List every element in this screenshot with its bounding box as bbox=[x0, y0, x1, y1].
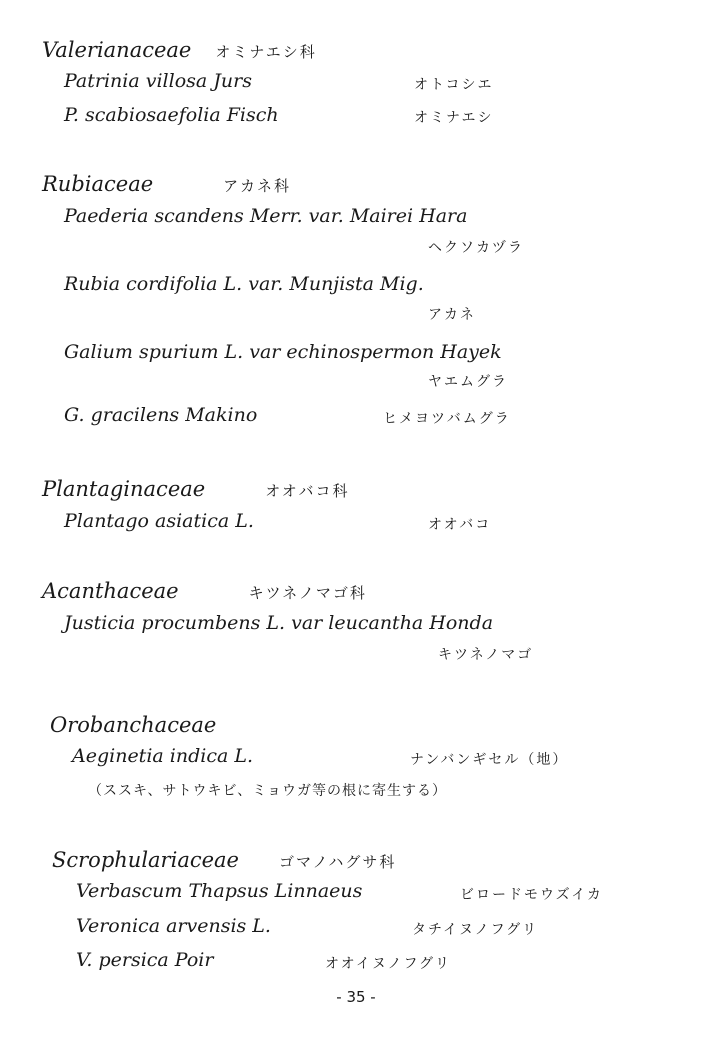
species-name: Veronica arvensis L. bbox=[76, 915, 271, 937]
species-note: （ススキ、サトウキビ、ミョウガ等の根に寄生する） bbox=[88, 783, 448, 799]
family-name: Acanthaceae bbox=[42, 579, 179, 603]
species-name-jp: オオイヌノフグリ bbox=[325, 956, 452, 972]
species-name-jp: ヤエムグラ bbox=[428, 374, 508, 390]
species-name-jp: オトコシエ bbox=[414, 77, 494, 93]
family-heading-valerianaceae bbox=[42, 38, 317, 62]
species-name-jp: アカネ bbox=[428, 307, 476, 323]
species-name: Aeginetia indica L. bbox=[72, 745, 253, 767]
species-name: Patrinia villosa Jurs bbox=[64, 70, 252, 92]
family-name: Scrophulariaceae bbox=[52, 848, 239, 872]
species-name: Paederia scandens Merr. var. Mairei Hara bbox=[64, 205, 468, 227]
family-heading-plantaginaceae bbox=[42, 477, 349, 501]
species-name: V. persica Poir bbox=[76, 949, 214, 971]
family-heading-acanthaceae bbox=[42, 579, 367, 603]
species-name: Justicia procumbens L. var leucantha Honda bbox=[64, 612, 494, 634]
species-name: P. scabiosaefolia Fisch bbox=[64, 104, 279, 126]
family-name: Valerianaceae bbox=[42, 38, 192, 62]
species-name-jp: ナンバンギセル（地） bbox=[410, 752, 569, 768]
species-name-jp: ビロードモウズイカ bbox=[460, 887, 603, 903]
species-name-jp: ヘクソカヅラ bbox=[428, 240, 524, 256]
family-name-jp: アカネ科 bbox=[223, 177, 292, 195]
family-name: Orobanchaceae bbox=[50, 713, 217, 737]
family-name-jp: オオバコ科 bbox=[265, 482, 350, 500]
species-name: Galium spurium L. var echinospermon Hayek bbox=[64, 341, 502, 363]
species-name: Rubia cordifolia L. var. Munjista Mig. bbox=[64, 273, 424, 295]
family-name-jp: オミナエシ科 bbox=[215, 43, 317, 61]
species-name-jp: ヒメヨツバムグラ bbox=[383, 411, 511, 427]
family-heading-orobanchaceae bbox=[50, 713, 216, 737]
species-name: Plantago asiatica L. bbox=[64, 510, 254, 532]
family-heading-scrophulariaceae bbox=[52, 848, 396, 872]
family-heading-rubiaceae bbox=[42, 172, 291, 196]
species-name-jp: オオバコ bbox=[428, 517, 492, 533]
species-name-jp: タチイヌノフグリ bbox=[412, 922, 539, 938]
species-name: G. gracilens Makino bbox=[64, 404, 258, 426]
family-name-jp: キツネノマゴ科 bbox=[248, 584, 367, 602]
family-name: Rubiaceae bbox=[42, 172, 154, 196]
page-number: - 35 - bbox=[336, 988, 376, 1006]
species-name-jp: キツネノマゴ bbox=[438, 647, 534, 663]
family-name-jp: ゴマノハグサ科 bbox=[278, 853, 397, 871]
family-name: Plantaginaceae bbox=[42, 477, 206, 501]
species-name-jp: オミナエシ bbox=[414, 110, 494, 126]
species-name: Verbascum Thapsus Linnaeus bbox=[76, 880, 363, 902]
